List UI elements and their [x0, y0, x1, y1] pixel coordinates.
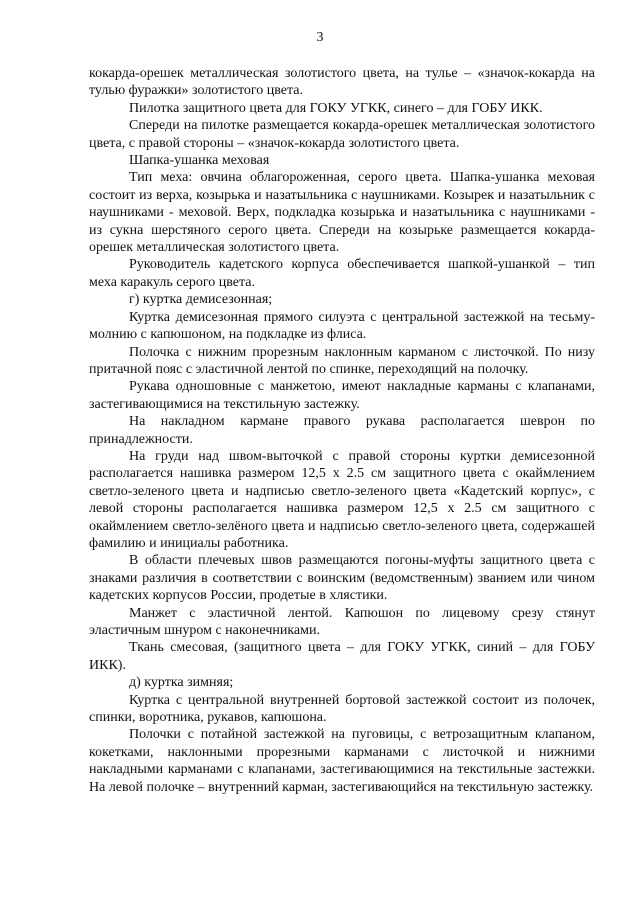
- paragraph-6: Руководитель кадетского корпуса обеспечивается шапкой-ушанкой – тип меха каракуль серого цвета.: [89, 257, 595, 290]
- document-body: [89, 65, 595, 796]
- paragraph-15: Ткань смесовая, (защитного цвета – для ГОКУ УГКК, синий – для ГОБУ ИКК).: [89, 640, 595, 673]
- paragraph-2: Пилотка защитного цвета для ГОКУ УГКК, синего – для ГОБУ ИКК.: [129, 100, 543, 116]
- paragraph-7: г) куртка демисезонная;: [129, 292, 273, 308]
- paragraph-8: Куртка демисезонная прямого силуэта с центральной застежкой на тесьму-молнию с капюшоном, на подкладке из флиса.: [89, 309, 595, 343]
- paragraph-5: Тип меха: овчина облагороженная, серого цвета. Шапка-ушанка меховая состоит из верха, козырька и назатыльника с наушниками. Козырек и назатыльник с наушниками - меховой. Верх, подкладка козырька и назатыльника с наушниками - из сукна шерстяного серого цвета. Спереди на козырьке размещается кокарда-орешек металлическая золотистого цвета.: [89, 170, 595, 256]
- paragraph-14: Манжет с эластичной лентой. Капюшон по лицевому срезу стянут эластичным шнуром с наконечниками.: [89, 605, 595, 638]
- paragraph-10: Рукава одношовные с манжетою, имеют накладные карманы с клапанами, застегивающимися на текстильную застежку.: [89, 379, 595, 412]
- paragraph-12: На груди над швом-выточкой с правой стороны куртки демисезонной располагается нашивка размером 12,5 х 2.5 см защитного цвета с окаймлением светло-зеленого цвета и надписью светло-зеленого цвета «Кадетский корпус», с левой стороны располагается нашивка размером 12,5 х 2.5 см защитного с окаймлением светло-зелёного цвета и надписью светло-зеленого цвета, содержашей фамилию и инициалы работника.: [89, 448, 595, 551]
- paragraph-11: На накладном кармане правого рукава располагается шеврон по принадлежности.: [89, 414, 595, 447]
- paragraph-4: Шапка-ушанка меховая: [129, 153, 270, 169]
- paragraph-17: Куртка с центральной внутренней бортовой застежкой состоит из полочек, спинки, воротника, рукавов, капюшона.: [89, 692, 595, 726]
- paragraph-1: кокарда-орешек металлическая золотистого цвета, на тулье – «значок-кокарда на тулью фуражки» золотистого цвета.: [89, 66, 595, 99]
- paragraph-3: Спереди на пилотке размещается кокарда-орешек металлическая золотистого цвета, с правой стороны – «значок-кокарда золотистого цвета.: [89, 118, 595, 151]
- paragraph-9: Полочка с нижним прорезным наклонным карманом с листочкой. По низу притачной пояс с эластичной лентой по спинке, переходящий на полочку.: [89, 344, 595, 377]
- paragraph-16: д) куртка зимняя;: [129, 675, 234, 691]
- page-number: 3: [316, 30, 324, 45]
- paragraph-13: В области плечевых швов размещаются погоны-муфты защитного цвета с знаками различия в соответствии с воинским (ведомственным) званием или чином кадетских корпусов России, продетые в хлястики.: [89, 553, 595, 604]
- paragraph-18: Полочки с потайной застежкой на пуговицы, с ветрозащитным клапаном, кокетками, наклонными прорезными карманами с листочкой и нижними накладными карманами с клапанами, застегивающимися на текстильные застежки. На левой полочке – внутренний карман, застегивающийся на текстильную застежку.: [89, 727, 595, 795]
